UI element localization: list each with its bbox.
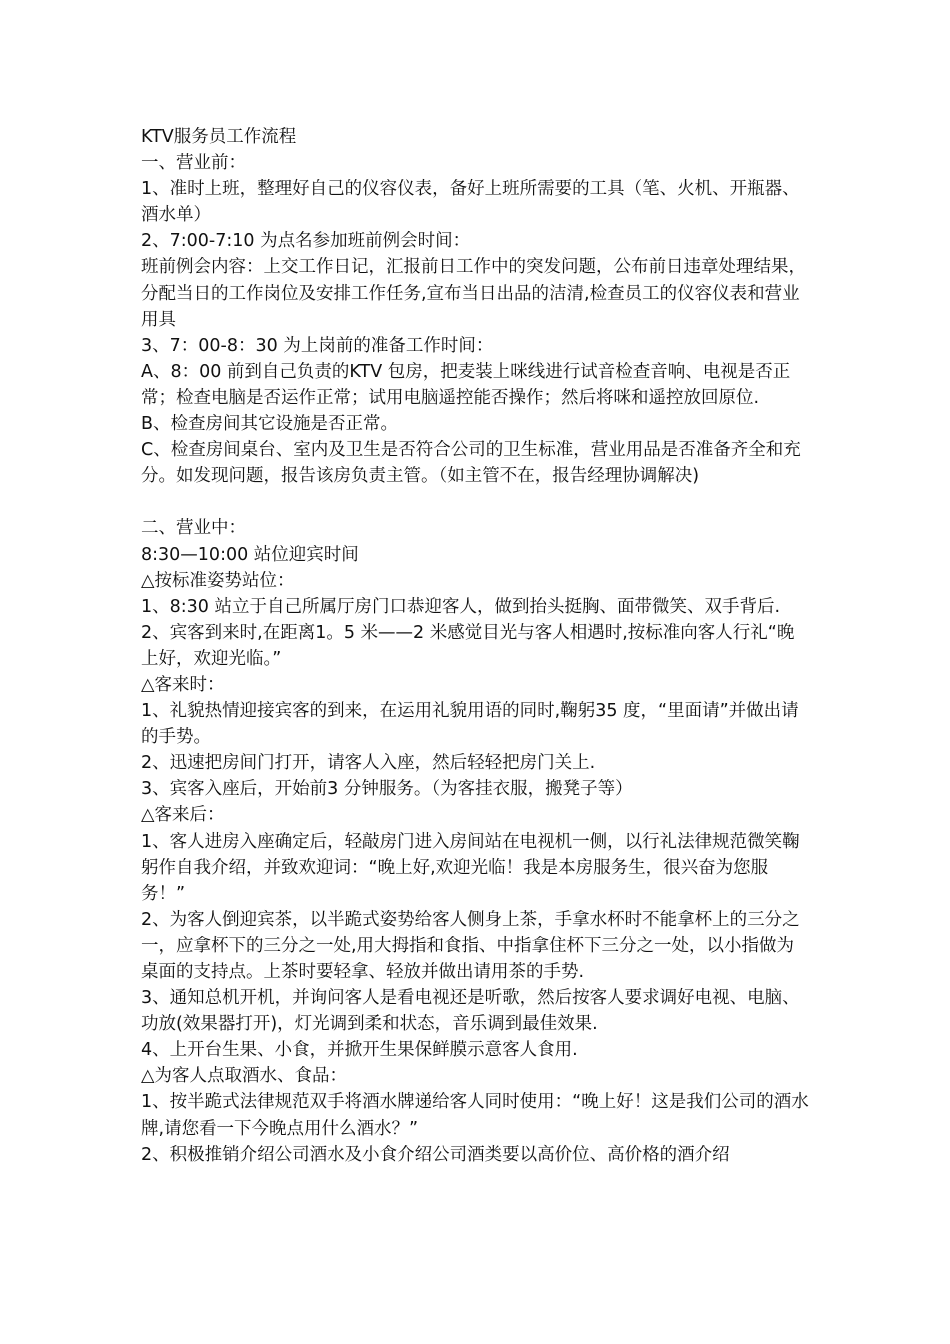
paragraph: 4、上开台生果、小食，并掀开生果保鲜膜示意客人食用. [141,1040,578,1061]
paragraph: 3、通知总机开机，并询问客人是看电视还是听歌，然后按客人要求调好电视、电脑、功放(效果器打开)，灯光调到柔和状态，音乐调到最佳效果. [141,988,800,1035]
paragraph: 1、客人进房入座确定后，轻敲房门进入房间站在电视机一侧，以行礼法律规范微笑鞠躬作自我介绍，并致欢迎词：“晚上好,欢迎光临！我是本房服务生，很兴奋为您服务！” [141,831,800,904]
paragraph: C、检查房间桌台、室内及卫生是否符合公司的卫生标准，营业用品是否准备齐全和充分。如发现问题，报告该房负责主管。（如主管不在，报告经理协调解决) [141,440,801,487]
paragraph: △按标准姿势站位： [141,570,295,591]
section-heading-during-business: 二、营业中： [141,518,246,539]
paragraph: 3、宾客入座后，开始前3 分钟服务。（为客挂衣服，搬凳子等） [141,779,633,800]
paragraph: 8:30—10:00 站位迎宾时间 [141,544,359,565]
paragraph: 3、7：00-8：30 为上岗前的准备工作时间： [141,335,494,356]
paragraph: 2、为客人倒迎宾茶，以半跪式姿势给客人侧身上茶，手拿水杯时不能拿杯上的三分之一，应拿杯下的三分之一处,用大拇指和食指、中指拿住杯下三分之一处，以小指做为桌面的支持点。上茶时要轻拿、轻放并做出请用茶的手势. [141,909,800,982]
paragraph: 2、积极推销介绍公司酒水及小食介绍公司酒类要以高价位、高价格的酒介绍 [141,1144,730,1165]
paragraph: 班前例会内容：上交工作日记，汇报前日工作中的突发问题，公布前日违章处理结果，分配当日的工作岗位及安排工作任务,宣布当日出品的洁清,检查员工的仪容仪表和营业用具 [141,257,806,330]
paragraph: △为客人点取酒水、食品： [141,1066,347,1087]
section-heading-before-business: 一、营业前： [141,153,246,174]
paragraph: △客来后： [141,805,225,826]
paragraph: 2、宾客到来时,在距离1。5 米——2 米感觉目光与客人相遇时,按标准向客人行礼“晚上好，欢迎光临。” [141,622,795,669]
paragraph: 1、8:30 站立于自己所属厅房门口恭迎客人，做到抬头挺胸、面带微笑、双手背后. [141,596,781,617]
paragraph: 2、迅速把房间门打开，请客人入座，然后轻轻把房门关上. [141,753,596,774]
paragraph: B、检查房间其它设施是否正常。 [141,414,399,435]
paragraph: A、8：00 前到自己负责的KTV 包房，把麦装上咪线进行试音检查音响、电视是否正常；检查电脑是否运作正常；试用电脑遥控能否操作；然后将咪和遥控放回原位. [141,361,791,408]
paragraph: 1、按半跪式法律规范双手将酒水牌递给客人同时使用：“晚上好！这是我们公司的酒水牌,请您看一下今晚点用什么酒水？” [141,1092,809,1139]
paragraph: 1、准时上班，整理好自己的仪容仪表，备好上班所需要的工具（笔、火机、开瓶器、酒水单） [141,179,800,226]
document-page [141,124,809,1168]
paragraph: 2、7:00-7:10 为点名参加班前例会时间： [141,231,471,252]
document-title: KTV服务员工作流程 [141,127,297,147]
paragraph: 1、礼貌热情迎接宾客的到来，在运用礼貌用语的同时,鞠躬35 度，“里面请”并做出请的手势。 [141,701,799,748]
blank-line [141,489,809,515]
paragraph: △客来时： [141,674,225,695]
